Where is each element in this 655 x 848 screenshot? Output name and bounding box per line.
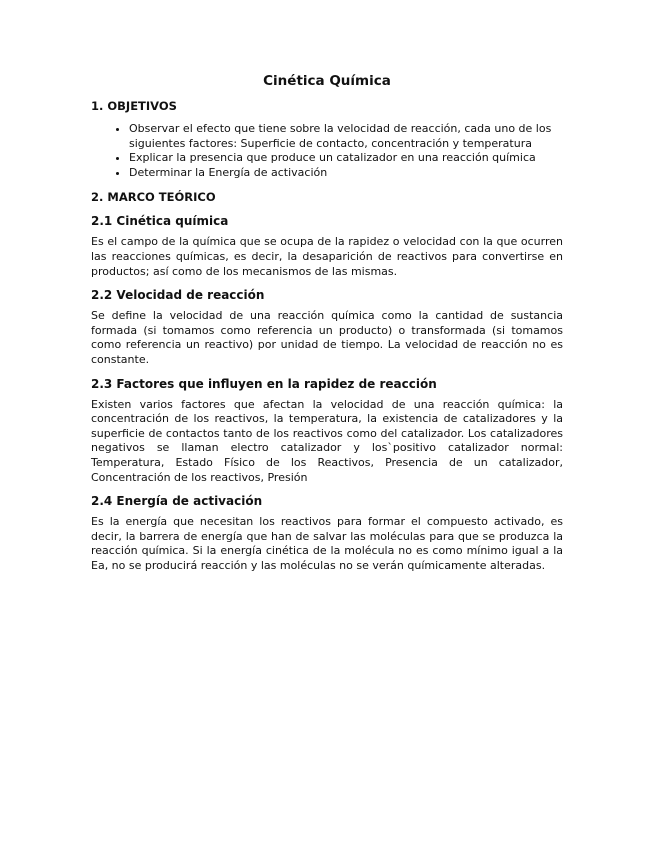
subsection-heading-velocidad: 2.2 Velocidad de reacción xyxy=(91,288,265,303)
section-heading-objetivos: 1. OBJETIVOS xyxy=(91,99,177,113)
subsection-heading-factores: 2.3 Factores que influyen en la rapidez de reacción xyxy=(91,376,437,391)
subsection-heading-cinetica: 2.1 Cinética química xyxy=(91,214,229,229)
subsection-heading-energia: 2.4 Energía de activación xyxy=(91,494,263,509)
paragraph-factores: Existen varios factores que afectan la velocidad de una reacción química: la concentración de los reactivos, la temperatura, la existencia de catalizadores y la superficie de contactos tanto de los reactivos como del catalizador. Los catalizadores negativos se llaman electro catalizador y los`positivo catalizador normal: Temperatura, Estado Físico de los Reactivos, Presencia de un catalizador, Concentración de los reactivos, Presión xyxy=(91,397,563,484)
list-item: • Explicar la presencia que produce un catalizador en una reacción química xyxy=(129,151,563,166)
document-title: Cinética Química xyxy=(263,73,391,89)
objectives-list xyxy=(91,122,563,180)
section-heading-marco-teorico: 2. MARCO TEÓRICO xyxy=(91,190,216,205)
paragraph-velocidad: Se define la velocidad de una reacción química como la cantidad de sustancia formada (si tomamos como referencia un producto) o transformada (si tomamos como referencia un reactivo) por unidad de tiempo. La velocidad de reacción no es constante. xyxy=(91,309,563,366)
paragraph-energia: Es la energía que necesitan los reactivos para formar el compuesto activado, es decir, la barrera de energía que han de salvar las moléculas para que se produzca la reacción química. Si la energía cinética de la molécula no es como mínimo igual a la Ea, no se producirá reacción y las moléculas no se verán químicamente alteradas. xyxy=(91,515,563,572)
document-page xyxy=(91,72,563,581)
list-item: • Determinar la Energía de activación xyxy=(129,166,563,181)
paragraph-cinetica: Es el campo de la química que se ocupa de la rapidez o velocidad con la que ocurren las reacciones químicas, es decir, la desaparición de reactivos para convertirse en productos; así como de los mecanismos de las mismas. xyxy=(91,235,563,278)
list-item: • Observar el efecto que tiene sobre la velocidad de reacción, cada uno de los siguientes factores: Superficie de contacto, concentración y temperatura xyxy=(129,122,563,151)
